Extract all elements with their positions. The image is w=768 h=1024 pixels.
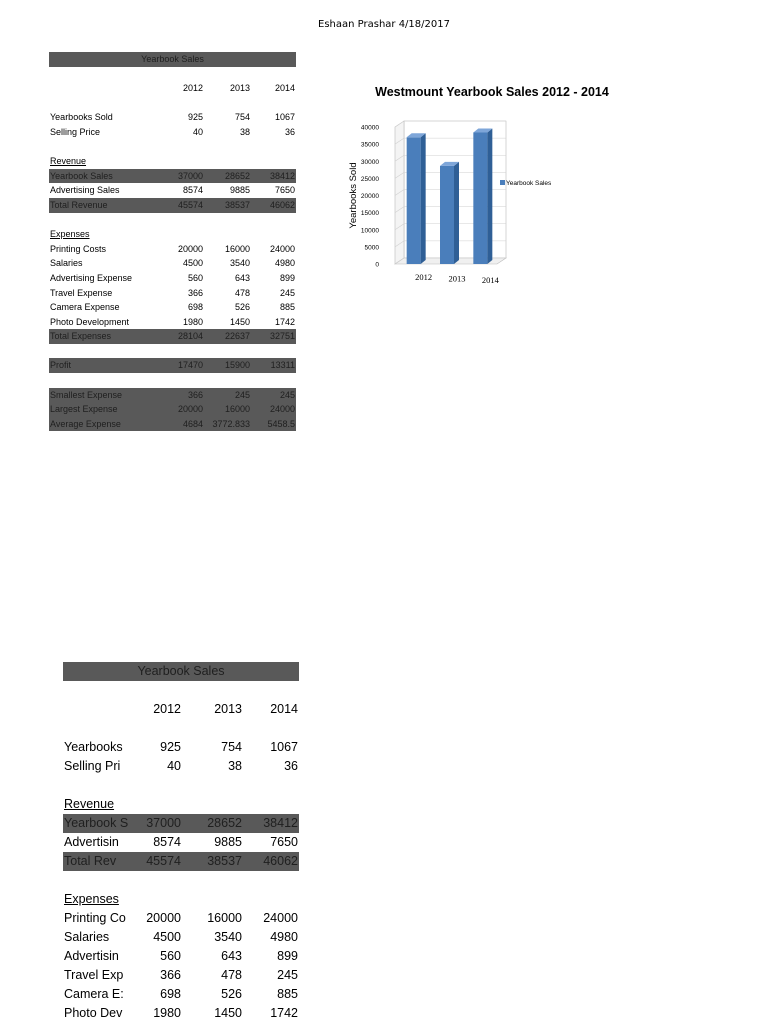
y-tick-label: 40000 [360, 124, 379, 132]
row-value: 28652 [207, 816, 242, 830]
row-label: Total Rev [64, 854, 117, 868]
row-value: 40 [167, 759, 181, 773]
spacer [49, 140, 296, 155]
row-value: 4500 [153, 930, 181, 944]
row-label: Photo Dev [64, 1006, 123, 1020]
year-header: 2012 [182, 83, 203, 94]
table-row [63, 909, 299, 928]
row-value: 1742 [270, 1006, 298, 1020]
table-row [63, 928, 299, 947]
row-value: 1742 [274, 316, 295, 327]
row-value: 40 [192, 126, 203, 137]
bar-front [407, 137, 421, 264]
row-value: 899 [279, 272, 295, 283]
row-value: 1067 [274, 112, 295, 123]
x-tick-label: 2012 [415, 272, 433, 282]
table-row [63, 814, 299, 833]
row-label: Total Revenue [50, 199, 108, 210]
table-row [63, 966, 299, 985]
row-value: 526 [234, 302, 250, 313]
row-value: 366 [187, 389, 203, 400]
row-value: 925 [187, 112, 203, 123]
x-tick-label: 2013 [448, 273, 466, 284]
section-label: Revenue [50, 156, 87, 167]
table-row [63, 833, 299, 852]
row-value: 16000 [224, 243, 250, 254]
row-value: 1067 [270, 740, 298, 754]
row-value: 8574 [153, 835, 181, 849]
year-header: 2014 [270, 702, 298, 716]
row-value: 885 [277, 987, 298, 1001]
table-title [63, 662, 299, 681]
table-row [63, 757, 299, 776]
row-label: Selling Price [50, 126, 101, 137]
section-label: Expenses [50, 229, 90, 240]
row-value: 1980 [182, 316, 203, 327]
y-axis-label: Yearbooks Sold [348, 162, 359, 229]
bar-side [487, 128, 492, 264]
row-value: 38412 [263, 816, 298, 830]
row-label: Yearbook Sales [50, 170, 113, 181]
row-value: 38 [228, 759, 242, 773]
row-value: 38537 [224, 199, 250, 210]
table-row [49, 388, 296, 403]
row-label: Profit [50, 360, 72, 371]
table-row [49, 183, 296, 198]
row-value: 1450 [214, 1006, 242, 1020]
row-value: 46062 [269, 199, 295, 210]
table-row [49, 300, 296, 315]
spacer [49, 344, 296, 359]
row-value: 245 [279, 287, 295, 298]
row-value: 15900 [224, 360, 250, 371]
row-label: Travel Exp [64, 968, 124, 982]
row-value: 16000 [207, 911, 242, 925]
row-value: 4980 [270, 930, 298, 944]
row-value: 20000 [177, 243, 203, 254]
table-row [49, 110, 296, 125]
yearbook-sales-chart [340, 78, 609, 293]
spacer [49, 96, 296, 111]
row-value: 560 [187, 272, 203, 283]
row-value: 9885 [214, 835, 242, 849]
year-header: 2013 [229, 83, 250, 94]
row-value: 17470 [177, 360, 203, 371]
section-label: Expenses [64, 892, 119, 906]
row-label: Camera Expense [50, 302, 120, 313]
bar-front [440, 166, 454, 264]
row-value: 478 [221, 968, 242, 982]
spacer [63, 776, 299, 795]
section-header [49, 227, 296, 242]
row-label: Selling Pri [64, 759, 121, 773]
table-row [63, 985, 299, 1004]
table-row [49, 198, 296, 213]
section-header [63, 890, 299, 909]
row-value: 28652 [224, 170, 250, 181]
row-label: Total Expenses [50, 331, 112, 342]
row-value: 24000 [263, 911, 298, 925]
spacer [49, 373, 296, 388]
row-value: 24000 [269, 404, 295, 415]
section-header [49, 154, 296, 169]
table-row [49, 242, 296, 257]
row-value: 245 [277, 968, 298, 982]
table-row [49, 315, 296, 330]
row-value: 32751 [269, 331, 295, 342]
year-header: 2014 [274, 83, 295, 94]
row-value: 13311 [270, 360, 295, 371]
row-value: 36 [284, 759, 298, 773]
table-row [49, 402, 296, 417]
row-value: 3540 [229, 258, 250, 269]
row-value: 560 [160, 949, 181, 963]
row-value: 20000 [177, 404, 203, 415]
spacer [63, 681, 299, 700]
row-label: Yearbooks Sold [50, 112, 113, 123]
spacer [63, 719, 299, 738]
row-label: Photo Development [50, 316, 130, 327]
row-value: 45574 [146, 854, 181, 868]
row-value: 754 [221, 740, 242, 754]
row-value: 20000 [146, 911, 181, 925]
row-label: Advertising Sales [50, 185, 120, 196]
bar-front [473, 132, 487, 264]
row-value: 45574 [177, 199, 203, 210]
row-value: 9885 [229, 185, 250, 196]
y-tick-label: 5000 [364, 244, 379, 252]
row-value: 5458.5 [267, 418, 295, 429]
table-row [49, 417, 296, 432]
y-tick-label: 30000 [360, 158, 379, 166]
row-value: 478 [234, 287, 250, 298]
bar-side [421, 133, 426, 264]
row-value: 366 [187, 287, 203, 298]
row-value: 245 [234, 389, 250, 400]
y-tick-label: 10000 [360, 227, 379, 235]
row-label: Advertising Expense [50, 272, 133, 283]
row-value: 366 [160, 968, 181, 982]
y-tick-label: 25000 [360, 175, 379, 183]
table-title-text: Yearbook Sales [137, 664, 225, 678]
row-value: 526 [221, 987, 242, 1001]
row-value: 37000 [177, 170, 203, 181]
row-value: 754 [234, 112, 250, 123]
row-value: 885 [279, 302, 295, 313]
yearbook-sales-table-zoomed [63, 662, 299, 1023]
spacer [49, 213, 296, 228]
legend-label: Yearbook Sales [506, 180, 552, 187]
row-value: 22637 [224, 331, 250, 342]
table-row [63, 1004, 299, 1023]
y-tick-label: 15000 [360, 210, 379, 218]
row-value: 7650 [274, 185, 295, 196]
year-header: 2012 [153, 702, 181, 716]
year-header: 2013 [214, 702, 242, 716]
row-label: Printing Co [64, 911, 126, 925]
row-label: Printing Costs [50, 243, 107, 254]
document-header: Eshaan Prashar 4/18/2017 [318, 19, 450, 30]
year-header-row [49, 81, 296, 96]
y-tick-label: 20000 [360, 193, 379, 200]
row-value: 698 [160, 987, 181, 1001]
table-title [49, 52, 296, 67]
y-tick-label: 0 [375, 261, 379, 269]
section-header [63, 795, 299, 814]
row-value: 643 [221, 949, 242, 963]
legend-swatch [500, 180, 505, 185]
row-label: Advertisin [64, 835, 119, 849]
x-tick-label: 2014 [481, 275, 499, 285]
row-label: Smallest Expense [50, 389, 123, 400]
yearbook-sales-table [49, 52, 296, 431]
year-header-row [63, 700, 299, 719]
row-value: 24000 [269, 243, 295, 254]
table-row [49, 358, 296, 373]
spacer [49, 67, 296, 82]
chart-title: Westmount Yearbook Sales 2012 - 2014 [375, 85, 609, 99]
row-value: 925 [160, 740, 181, 754]
row-value: 1980 [153, 1006, 181, 1020]
row-value: 245 [279, 389, 295, 400]
section-label: Revenue [64, 797, 115, 811]
row-label: Yearbooks [64, 740, 123, 754]
row-value: 7650 [270, 835, 298, 849]
bar-side [454, 162, 459, 264]
table-row [63, 738, 299, 757]
row-value: 643 [234, 272, 250, 283]
spacer [63, 871, 299, 890]
row-label: Yearbook S [64, 816, 129, 830]
row-value: 4684 [182, 418, 203, 429]
row-label: Camera E: [64, 987, 124, 1001]
row-label: Advertisin [64, 949, 119, 963]
row-label: Salaries [64, 930, 110, 944]
table-row [63, 947, 299, 966]
y-tick-label: 35000 [360, 141, 379, 149]
row-value: 8574 [182, 185, 203, 196]
row-value: 38 [239, 126, 250, 137]
row-value: 28104 [177, 331, 203, 342]
table-row [49, 169, 296, 184]
row-label: Average Expense [50, 418, 121, 429]
table-title-text: Yearbook Sales [141, 54, 204, 64]
row-value: 36 [284, 126, 295, 137]
row-label: Salaries [50, 258, 83, 269]
table-row [49, 329, 296, 344]
row-label: Travel Expense [50, 287, 113, 298]
row-value: 698 [187, 302, 203, 313]
row-value: 38412 [269, 170, 295, 181]
row-value: 4500 [182, 258, 203, 269]
row-value: 37000 [146, 816, 181, 830]
row-value: 3540 [214, 930, 242, 944]
table-row [63, 852, 299, 871]
table-row [49, 286, 296, 301]
row-value: 16000 [224, 404, 250, 415]
row-value: 46062 [263, 854, 298, 868]
table-row [49, 125, 296, 140]
row-value: 4980 [274, 258, 295, 269]
row-value: 3772.833 [212, 418, 250, 429]
row-value: 899 [277, 949, 298, 963]
table-row [49, 256, 296, 271]
table-row [49, 271, 296, 286]
row-value: 1450 [229, 316, 250, 327]
row-value: 38537 [207, 854, 242, 868]
row-label: Largest Expense [50, 404, 118, 415]
